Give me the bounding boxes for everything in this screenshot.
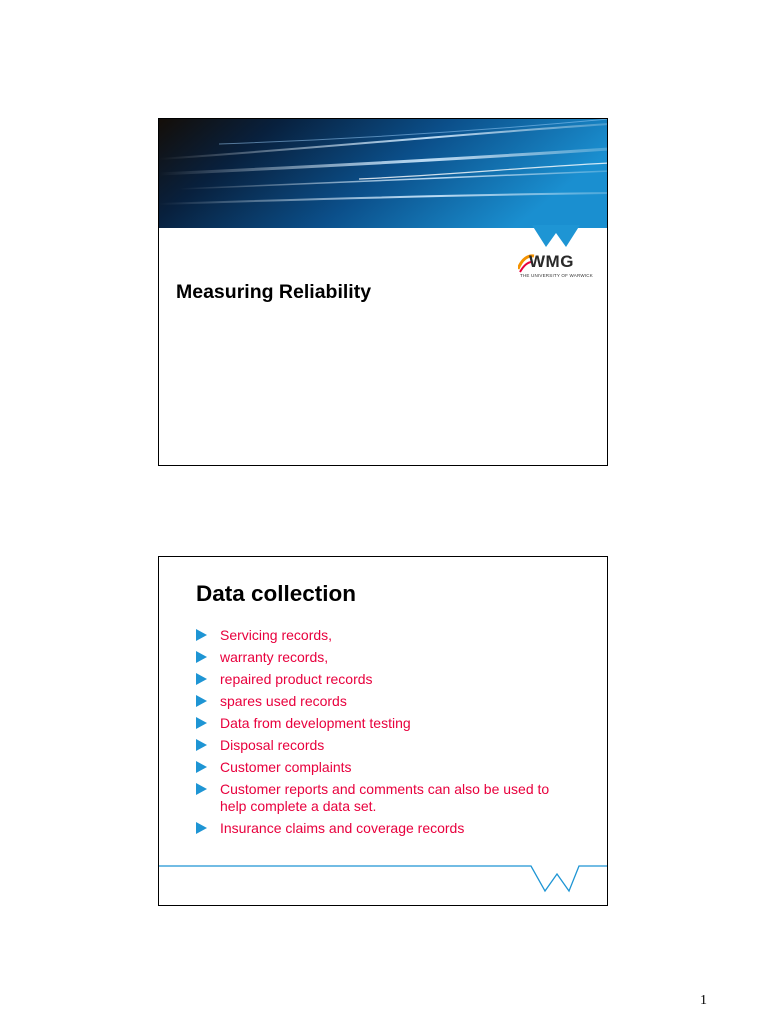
slide-measuring-reliability: [158, 118, 608, 466]
footer-w-line-icon: [159, 557, 608, 906]
slide-title: Measuring Reliability: [176, 281, 372, 303]
list-item: Disposal records: [195, 737, 595, 754]
list-item: Data from development testing: [195, 715, 595, 732]
list-item: warranty records,: [195, 649, 595, 666]
list-item: Servicing records,: [195, 627, 595, 644]
banner-graphic: [159, 119, 607, 228]
logo-subtitle: THE UNIVERSITY OF WARWICK: [520, 273, 593, 278]
page-number: 1: [700, 993, 707, 1008]
logo-wordmark: WMG: [529, 252, 574, 271]
list-item: Customer reports and comments can also be used to help complete a data set.: [195, 781, 560, 814]
list-item: spares used records: [195, 693, 595, 710]
list-item: Customer complaints: [195, 759, 595, 776]
list-item: repaired product records: [195, 671, 595, 688]
list-item: Insurance claims and coverage records: [195, 820, 595, 837]
header-banner: [159, 119, 607, 228]
slide-title: Data collection: [196, 581, 357, 606]
slide-data-collection: [158, 556, 608, 906]
